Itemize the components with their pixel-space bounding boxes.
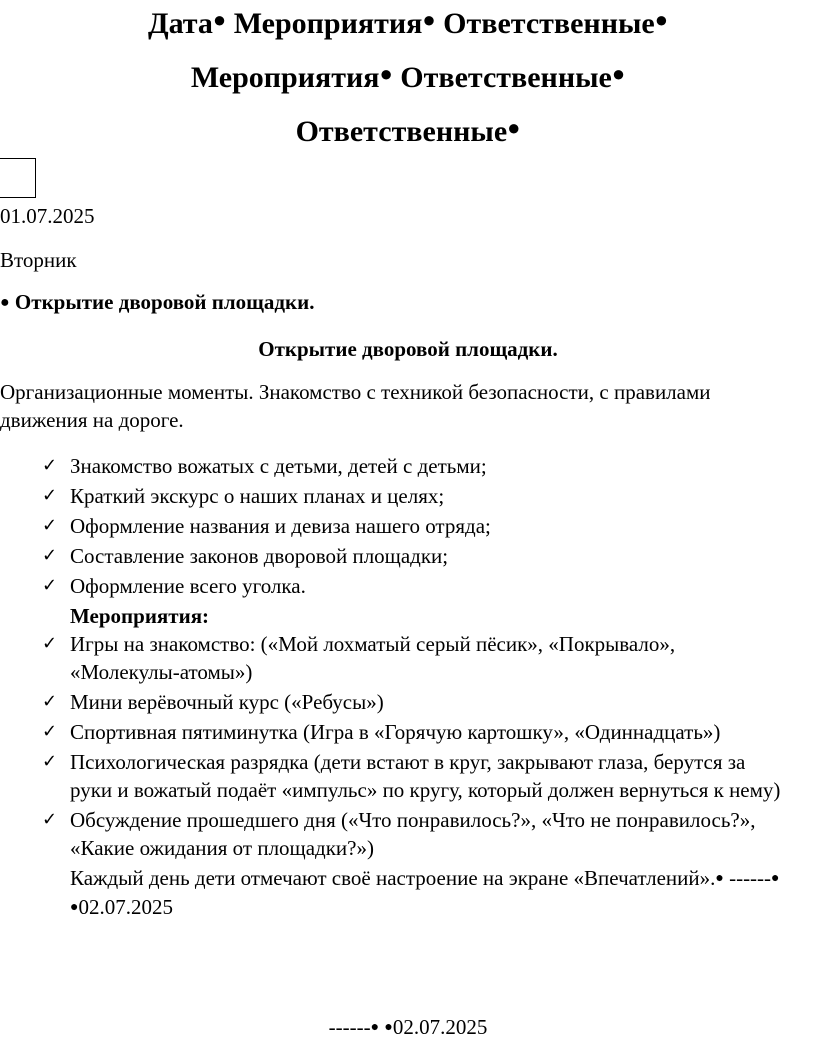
- bullet-icon: ●: [70, 900, 79, 915]
- list-item: ✓ Оформление всего уголка.: [42, 574, 306, 598]
- footer-dashes: ------: [328, 1015, 371, 1039]
- bullet-icon: ●: [771, 871, 780, 886]
- checklist: [0, 452, 790, 922]
- bullet-icon: ●: [384, 1020, 393, 1035]
- bullet-icon: ●: [0, 294, 10, 311]
- bullet-icon: ●: [379, 61, 393, 86]
- header-events: Мероприятия: [190, 61, 380, 94]
- list-item: ✓ Обсуждение прошедшего дня («Что понравилось?», «Что не понравилось?», «Какие ожидания от площадки?»): [42, 808, 756, 860]
- header-responsible: Ответственные: [400, 61, 612, 94]
- check-icon: ✓: [42, 809, 58, 830]
- check-icon: ✓: [42, 721, 58, 742]
- day-weekday: Вторник: [0, 248, 77, 272]
- closing-text: Каждый день дети отмечают своё настроение на экране «Впечатлений».: [70, 866, 716, 890]
- list-item: ✓ Спортивная пятиминутка (Игра в «Горячую картошку», «Одиннадцать»): [42, 720, 721, 744]
- list-item: ✓ Знакомство вожатых с детьми, детей с детьми;: [42, 454, 487, 478]
- bullet-icon: ●: [507, 115, 521, 140]
- header-date: Дата: [147, 7, 213, 40]
- list-item: ✓ Мини верёвочный курс («Ребусы»): [42, 690, 384, 714]
- activities-heading: Мероприятия:: [70, 604, 210, 628]
- header-responsible: Ответственные: [295, 115, 508, 148]
- list-item: ✓ Составление законов дворовой площадки;: [42, 544, 449, 568]
- check-icon: ✓: [42, 751, 58, 772]
- bullet-icon: ●: [212, 7, 227, 32]
- list-item: ✓ Оформление названия и девиза нашего отряда;: [42, 514, 491, 538]
- bullet-icon: ●: [654, 7, 669, 32]
- check-icon: ✓: [42, 545, 58, 566]
- bullet-icon: ●: [715, 871, 724, 886]
- check-icon: ✓: [42, 633, 58, 654]
- list-item: ✓ Психологическая разрядка (дети встают в круг, закрывают глаза, берутся за руки и вожатый подаёт «импульс» по кругу, который должен вернуться к нему): [42, 750, 781, 802]
- header-events: Мероприятия: [233, 7, 423, 40]
- empty-table-cell: [0, 158, 36, 198]
- header-line-1: [0, 2, 816, 42]
- footer-date: 02.07.2025: [392, 1015, 488, 1039]
- event-title-centered: Открытие дворовой площадки.: [258, 337, 558, 361]
- check-icon: ✓: [42, 455, 58, 476]
- day-date: 01.07.2025: [0, 204, 95, 228]
- list-item: ✓ Игры на знакомство: («Мой лохматый серый пёсик», «Покрывало», «Молекулы-атомы»): [42, 632, 676, 684]
- list-item: ✓ Краткий экскурс о наших планах и целях;: [42, 484, 445, 508]
- footer-line: [0, 1014, 816, 1041]
- closing-paragraph: [0, 864, 790, 922]
- check-icon: ✓: [42, 515, 58, 536]
- bullet-icon: ●: [370, 1020, 380, 1035]
- intro-paragraph: Организационные моменты. Знакомство с техникой безопасности, с правилами движения на дороге.: [0, 380, 711, 432]
- check-icon: ✓: [42, 485, 58, 506]
- check-icon: ✓: [42, 575, 58, 596]
- closing-date: 02.07.2025: [78, 895, 173, 919]
- check-icon: ✓: [42, 691, 58, 712]
- event-title: [0, 289, 314, 316]
- bullet-icon: ●: [422, 7, 436, 32]
- closing-dashes: ------: [729, 866, 772, 890]
- header-responsible: Ответственные: [443, 7, 655, 40]
- event-title-text: Открытие дворовой площадки.: [14, 290, 315, 314]
- header-line-2: [0, 56, 816, 96]
- header-line-3: [0, 110, 816, 150]
- bullet-icon: ●: [611, 61, 626, 86]
